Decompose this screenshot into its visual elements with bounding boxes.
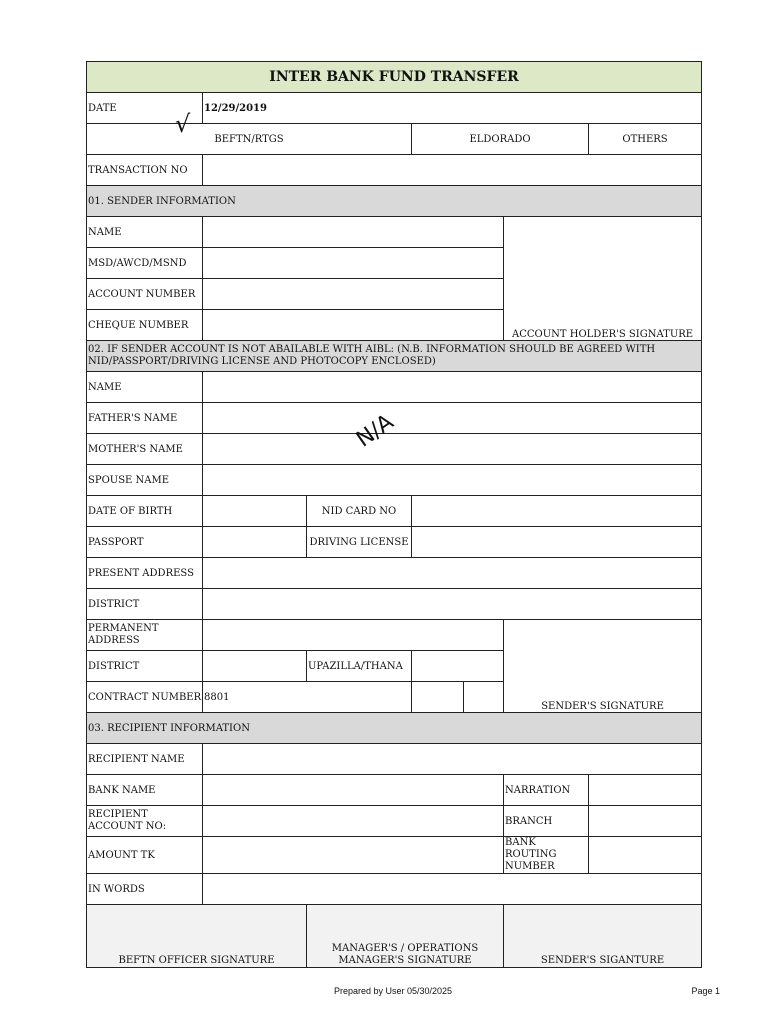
mothers-name-field[interactable] (203, 434, 702, 465)
permanent-address-label: PERMANENT ADDRESS (87, 620, 203, 651)
in-words-field[interactable] (203, 874, 702, 905)
routing-field[interactable] (589, 837, 702, 874)
narration-label: NARRATION (504, 775, 589, 806)
account-holder-signature[interactable]: ACCOUNT HOLDER'S SIGNATURE (504, 217, 702, 341)
handwritten-na-mark: N/A (352, 409, 399, 453)
spouse-name-field[interactable] (203, 465, 702, 496)
amount-field[interactable] (203, 837, 504, 874)
district-label: DISTRICT (87, 589, 203, 620)
msd-label: MSD/AWCD/MSND (87, 248, 203, 279)
name-field[interactable] (203, 372, 702, 403)
handwritten-checkmark: √ (175, 110, 191, 138)
sender-name-field[interactable] (203, 217, 504, 248)
contract-number-field[interactable]: 8801 (203, 682, 412, 713)
present-address-label: PRESENT ADDRESS (87, 558, 203, 589)
branch-field[interactable] (589, 806, 702, 837)
sender-name-label: NAME (87, 217, 203, 248)
recipient-name-field[interactable] (203, 744, 702, 775)
mothers-name-label: MOTHER'S NAME (87, 434, 203, 465)
page-number: Page 1 (691, 986, 720, 996)
dob-label: DATE OF BIRTH (87, 496, 203, 527)
sender-signature[interactable]: SENDER'S SIGNATURE (504, 620, 702, 713)
upazilla-field[interactable] (412, 651, 504, 682)
bank-name-field[interactable] (203, 775, 504, 806)
transfer-type-others[interactable]: OTHERS (589, 124, 702, 155)
in-words-label: IN WORDS (87, 874, 203, 905)
driving-license-label: DRIVING LICENSE (307, 527, 412, 558)
passport-field[interactable] (203, 527, 307, 558)
dob-field[interactable] (203, 496, 307, 527)
section-recipient-heading: 03. RECIPIENT INFORMATION (87, 713, 702, 744)
amount-label: AMOUNT TK (87, 837, 203, 874)
narration-field[interactable] (589, 775, 702, 806)
section-non-account-heading: 02. IF SENDER ACCOUNT IS NOT ABAILABLE WITH AIBL: (N.B. INFORMATION SHOULD BE AGREED WITH NID/PASSPORT/DRIVING LICENSE AND PHOTOCOPY ENCLOSED) (87, 341, 702, 372)
contract-extra-field-1[interactable] (412, 682, 464, 713)
contract-extra-field-2[interactable] (464, 682, 504, 713)
fund-transfer-form (86, 61, 702, 968)
fathers-name-field[interactable] (203, 403, 702, 434)
driving-license-field[interactable] (412, 527, 702, 558)
account-number-label: ACCOUNT NUMBER (87, 279, 203, 310)
section-sender-heading: 01. SENDER INFORMATION (87, 186, 702, 217)
bank-name-label: BANK NAME (87, 775, 203, 806)
upazilla-label: UPAZILLA/THANA (307, 651, 412, 682)
contract-number-label: CONTRACT NUMBER (87, 682, 203, 713)
nid-field[interactable] (412, 496, 702, 527)
account-number-field[interactable] (203, 279, 504, 310)
msd-field[interactable] (203, 248, 504, 279)
date-value[interactable]: 12/29/2019 (203, 93, 702, 124)
district-field[interactable] (203, 589, 702, 620)
final-sender-signature[interactable]: SENDER'S SIGANTURE (504, 905, 702, 968)
passport-label: PASSPORT (87, 527, 203, 558)
recipient-account-label: RECIPIENT ACCOUNT NO: (87, 806, 203, 837)
nid-label: NID CARD NO (307, 496, 412, 527)
transfer-type-beftn[interactable]: BEFTN/RTGS (87, 124, 412, 155)
routing-label: BANK ROUTING NUMBER (504, 837, 589, 874)
manager-signature[interactable]: MANAGER'S / OPERATIONS MANAGER'S SIGNATURE (307, 905, 504, 968)
transaction-no-field[interactable] (203, 155, 702, 186)
transaction-no-label: TRANSACTION NO (87, 155, 203, 186)
recipient-name-label: RECIPIENT NAME (87, 744, 203, 775)
transfer-type-eldorado[interactable]: ELDORADO (412, 124, 589, 155)
beftn-officer-signature[interactable]: BEFTN OFFICER SIGNATURE (87, 905, 307, 968)
fathers-name-label: FATHER'S NAME (87, 403, 203, 434)
recipient-account-field[interactable] (203, 806, 504, 837)
prepared-by-footer: Prepared by User 05/30/2025 (333, 986, 453, 996)
branch-label: BRANCH (504, 806, 589, 837)
permanent-address-field[interactable] (203, 620, 504, 651)
district2-field[interactable] (203, 651, 307, 682)
date-label: DATE (87, 93, 203, 124)
name-label: NAME (87, 372, 203, 403)
spouse-name-label: SPOUSE NAME (87, 465, 203, 496)
present-address-field[interactable] (203, 558, 702, 589)
district2-label: DISTRICT (87, 651, 203, 682)
cheque-number-label: CHEQUE NUMBER (87, 310, 203, 341)
form-title: INTER BANK FUND TRANSFER (87, 62, 702, 93)
cheque-number-field[interactable] (203, 310, 504, 341)
